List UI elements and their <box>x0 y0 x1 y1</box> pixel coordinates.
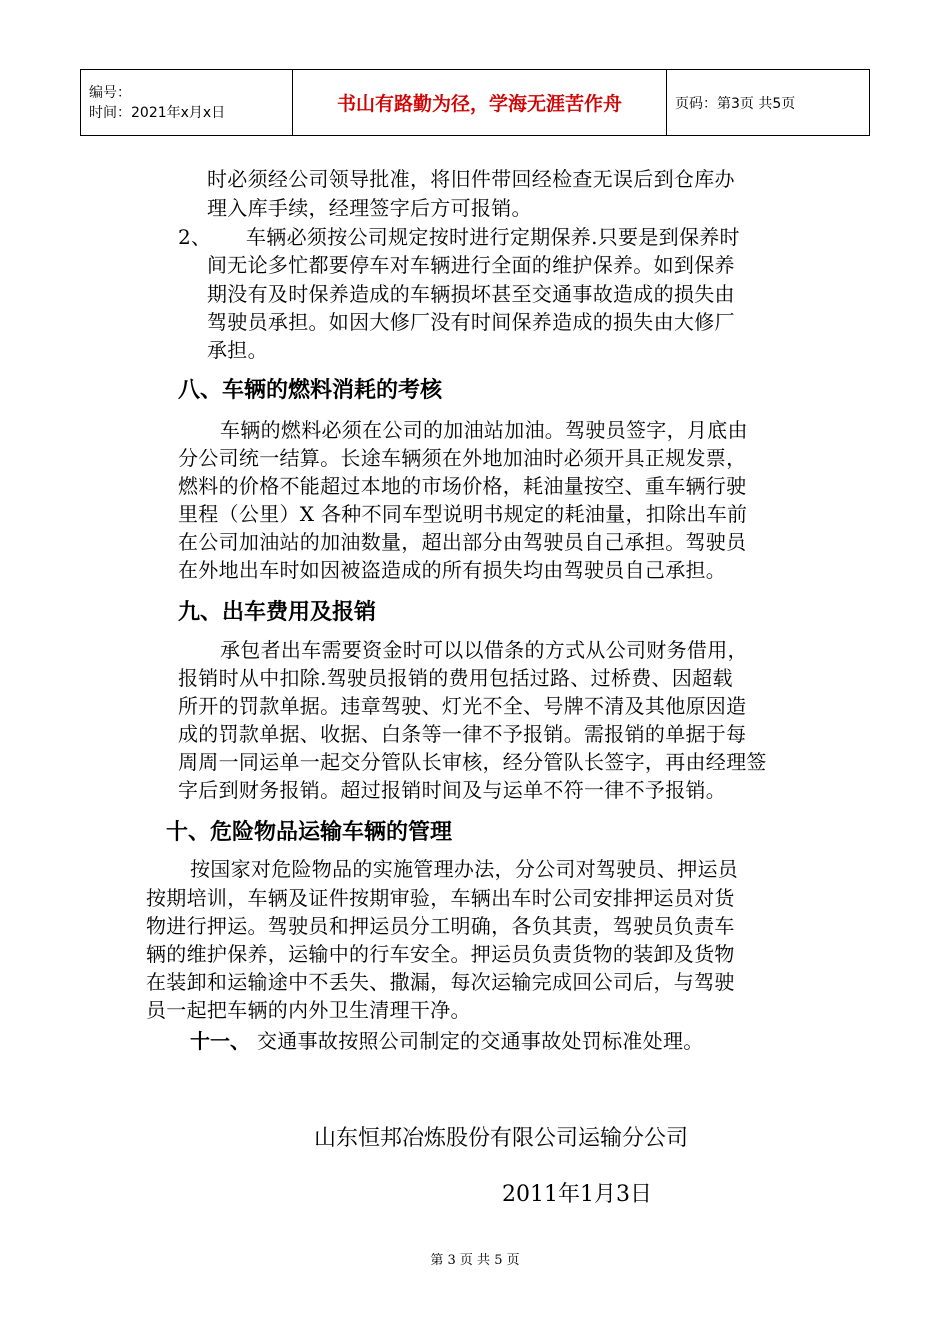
time-label: 时间：2021年x月x日 <box>89 104 226 121</box>
paragraph-line: 辆的维护保养，运输中的行车安全。押运员负责货物的装卸及货物 <box>146 942 735 966</box>
paragraph-line: 燃料的价格不能超过本地的市场价格，耗油量按空、重车辆行驶 <box>178 474 747 498</box>
section-heading-9: 九、出车费用及报销 <box>178 600 377 625</box>
serial-label: 编号： <box>89 84 131 101</box>
paragraph-line: 成的罚款单据、收据、白条等一律不予报销。需报销的单据于每 <box>178 722 747 746</box>
header-meta <box>81 70 293 136</box>
header-page-info: 页码：第3页 共5页 <box>667 70 870 136</box>
paragraph-line: 交通事故按照公司制定的交通事故处罚标准处理。 <box>257 1029 704 1053</box>
paragraph-line: 承担。 <box>207 338 268 362</box>
paragraph-line: 字后到财务报销。超过报销时间及与运单不符一律不予报销。 <box>178 778 727 802</box>
section-heading-8: 八、车辆的燃料消耗的考核 <box>178 378 443 403</box>
list-number: 2、 <box>178 225 212 249</box>
paragraph-line: 理入库手续，经理签字后方可报销。 <box>207 196 532 220</box>
paragraph-line: 时必须经公司领导批准，将旧件带回经检查无误后到仓库办 <box>207 167 735 191</box>
paragraph-line: 在外地出车时如因被盗造成的所有损失均由驾驶员自己承担。 <box>178 558 727 582</box>
paragraph-line: 期没有及时保养造成的车辆损坏甚至交通事故造成的损失由 <box>207 282 735 306</box>
paragraph-line: 车辆的燃料必须在公司的加油站加油。驾驶员签字，月底由 <box>220 418 748 442</box>
header-motto: 书山有路勤为径，学海无涯苦作舟 <box>293 70 667 136</box>
paragraph-line: 分公司统一结算。长途车辆须在外地加油时必须开具正规发票， <box>178 446 747 470</box>
paragraph-line: 按国家对危险物品的实施管理办法，分公司对驾驶员、押运员 <box>190 857 739 881</box>
paragraph-line: 周周一同运单一起交分管队长审核，经分管队长签字，再由经理签 <box>178 750 767 774</box>
paragraph-line: 在公司加油站的加油数量，超出部分由驾驶员自己承担。驾驶员 <box>178 530 747 554</box>
paragraph-line: 间无论多忙都要停车对车辆进行全面的维护保养。如到保养 <box>207 253 735 277</box>
page-footer: 第 3 页 共 5 页 <box>430 1253 520 1268</box>
paragraph-line: 驾驶员承担。如因大修厂没有时间保养造成的损失由大修厂 <box>207 310 735 334</box>
section-heading-11: 十一、 <box>190 1029 250 1053</box>
paragraph-line: 报销时从中扣除.驾驶员报销的费用包括过路、过桥费、因超载 <box>178 666 733 690</box>
signature-company: 山东恒邦冶炼股份有限公司运输分公司 <box>314 1126 689 1151</box>
paragraph-line: 员一起把车辆的内外卫生清理干净。 <box>146 998 471 1022</box>
section-heading-10: 十、危险物品运输车辆的管理 <box>166 820 453 845</box>
signature-date: 2011年1月3日 <box>502 1182 652 1207</box>
paragraph-line: 车辆必须按公司规定按时进行定期保养.只要是到保养时 <box>246 225 740 249</box>
paragraph-line: 里程（公里）X 各种不同车型说明书规定的耗油量，扣除出车前 <box>178 502 748 526</box>
paragraph-line: 所开的罚款单据。违章驾驶、灯光不全、号牌不清及其他原因造 <box>178 694 747 718</box>
paragraph-line: 承包者出车需要资金时可以以借条的方式从公司财务借用， <box>220 638 748 662</box>
paragraph-line: 在装卸和运输途中不丢失、撒漏，每次运输完成回公司后，与驾驶 <box>146 970 735 994</box>
paragraph-line: 物进行押运。驾驶员和押运员分工明确，各负其责，驾驶员负责车 <box>146 914 735 938</box>
paragraph-line: 按期培训，车辆及证件按期审验，车辆出车时公司安排押运员对货 <box>146 886 735 910</box>
page-header <box>80 69 870 136</box>
